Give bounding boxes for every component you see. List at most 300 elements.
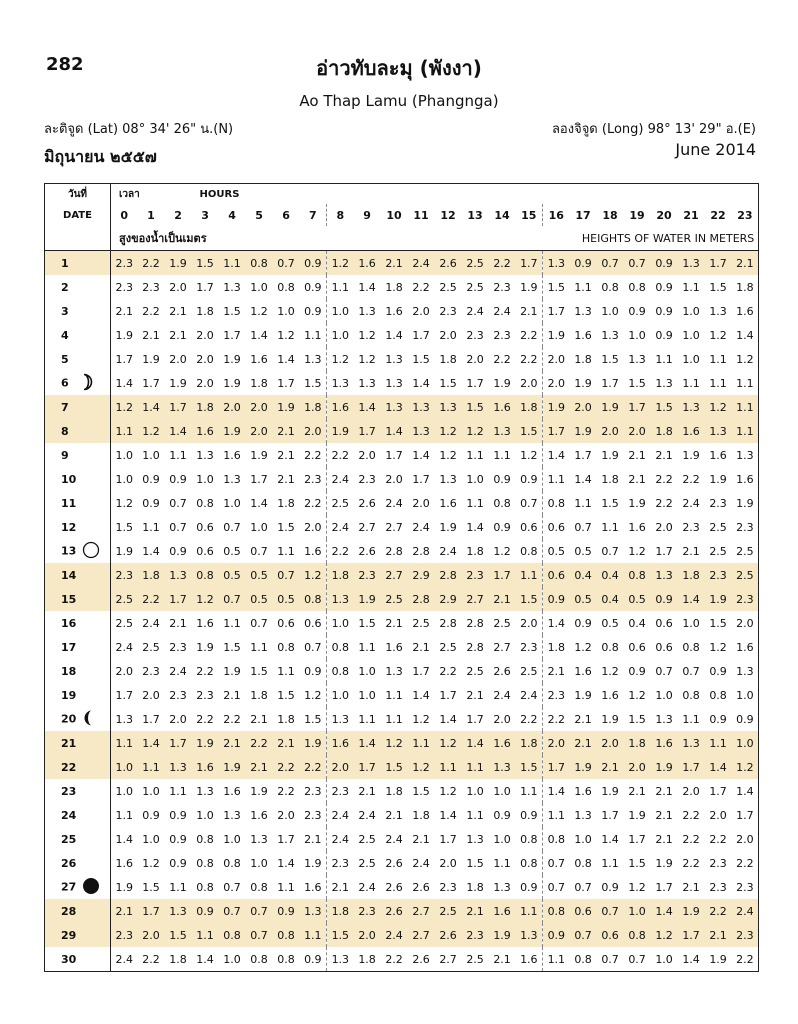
- height-value: 2.5: [709, 520, 727, 534]
- height-value: 0.8: [196, 832, 214, 846]
- height-value: 0.8: [277, 952, 295, 966]
- height-value: 2.3: [439, 880, 457, 894]
- date-cell: [45, 587, 111, 611]
- height-value: 2.0: [246, 419, 273, 443]
- height-value: 2.7: [408, 899, 435, 923]
- height-value: 1.3: [601, 328, 619, 342]
- height-value: 2.7: [439, 952, 457, 966]
- height-value: 1.3: [655, 712, 673, 726]
- height-value: 1.7: [354, 419, 381, 443]
- height-value: 1.1: [547, 808, 566, 822]
- date-cell: [45, 491, 111, 515]
- height-value: 1.4: [682, 952, 700, 966]
- height-value: 1.2: [709, 640, 727, 654]
- date-value: 26: [61, 856, 77, 870]
- height-value: 1.2: [705, 395, 732, 419]
- date-cell: [45, 635, 111, 659]
- height-value: 2.3: [516, 635, 543, 659]
- height-value: 1.5: [300, 707, 327, 731]
- height-value: 1.3: [489, 755, 516, 779]
- height-value: 1.1: [732, 395, 759, 419]
- height-value: 2.2: [439, 664, 457, 678]
- height-value: 0.5: [601, 616, 619, 630]
- date-cell: [45, 251, 111, 276]
- height-value: 0.6: [655, 640, 673, 654]
- height-value: 2.2: [196, 664, 214, 678]
- height-value: 2.6: [385, 880, 403, 894]
- height-value: 1.4: [165, 419, 192, 443]
- height-value: 1.9: [192, 731, 219, 755]
- hour-header-11: 11: [413, 208, 429, 222]
- height-value: 1.2: [516, 443, 543, 467]
- height-value: 0.8: [273, 923, 300, 947]
- height-value: 1.3: [165, 899, 192, 923]
- height-value: 2.6: [412, 952, 430, 966]
- height-value: 2.4: [466, 304, 484, 318]
- date-value: 23: [61, 784, 77, 798]
- height-value: 0.8: [516, 827, 543, 851]
- height-value: 1.3: [628, 352, 646, 366]
- height-value: 2.1: [273, 419, 300, 443]
- height-value: 2.4: [358, 808, 376, 822]
- height-value: 1.5: [628, 856, 646, 870]
- height-value: 1.6: [385, 640, 403, 654]
- height-value: 1.7: [165, 731, 192, 755]
- date-value: 4: [61, 328, 69, 342]
- height-value: 2.2: [709, 832, 727, 846]
- height-value: 2.0: [736, 832, 754, 846]
- height-value: 2.4: [331, 808, 350, 822]
- height-value: 1.6: [678, 419, 705, 443]
- height-value: 2.8: [408, 587, 435, 611]
- height-value: 1.2: [358, 328, 376, 342]
- height-value: 1.9: [223, 664, 241, 678]
- height-value: 1.2: [462, 419, 489, 443]
- height-value: 1.0: [628, 328, 646, 342]
- height-value: 0.7: [628, 952, 646, 966]
- height-value: 1.9: [574, 688, 592, 702]
- height-value: 2.3: [142, 280, 160, 294]
- height-value: 1.9: [628, 808, 646, 822]
- height-value: 2.3: [547, 688, 566, 702]
- height-value: 1.4: [142, 544, 160, 558]
- height-value: 1.4: [678, 587, 705, 611]
- height-value: 1.1: [331, 280, 350, 294]
- height-value: 1.5: [277, 688, 295, 702]
- height-value: 1.3: [736, 448, 754, 462]
- height-value: 0.8: [246, 251, 273, 276]
- date-value: 1: [61, 256, 69, 270]
- height-value: 0.7: [250, 544, 268, 558]
- height-value: 2.5: [435, 899, 462, 923]
- table-row: [45, 323, 759, 347]
- height-value: 2.3: [354, 899, 381, 923]
- height-value: 2.3: [300, 467, 327, 491]
- height-value: 2.0: [196, 328, 214, 342]
- height-value: 2.1: [381, 251, 408, 276]
- last-quarter-moon-icon: [82, 709, 100, 730]
- height-value: 0.7: [223, 880, 241, 894]
- height-value: 2.5: [516, 659, 543, 683]
- height-value: 1.1: [547, 952, 566, 966]
- height-value: 1.9: [516, 275, 543, 299]
- height-value: 2.2: [682, 832, 700, 846]
- date-cell: [45, 827, 111, 851]
- height-value: 1.4: [705, 755, 732, 779]
- time-label-thai: เวลา: [119, 188, 140, 200]
- height-value: 0.8: [331, 664, 350, 678]
- height-value: 0.8: [516, 539, 543, 563]
- height-value: 2.1: [655, 832, 673, 846]
- height-value: 2.2: [300, 443, 327, 467]
- date-value: 2: [61, 280, 69, 294]
- height-value: 1.6: [300, 539, 327, 563]
- height-value: 1.9: [709, 952, 727, 966]
- height-value: 2.3: [115, 280, 133, 294]
- height-value: 2.1: [628, 784, 646, 798]
- height-value: 2.0: [354, 923, 381, 947]
- height-value: 2.1: [412, 832, 430, 846]
- height-value: 2.1: [219, 731, 246, 755]
- height-value: 0.9: [628, 304, 646, 318]
- height-value: 2.4: [493, 688, 511, 702]
- table-row: [45, 251, 759, 276]
- height-value: 0.9: [169, 472, 187, 486]
- height-value: 2.3: [354, 563, 381, 587]
- height-value: 2.1: [516, 299, 543, 323]
- height-value: 2.0: [142, 688, 160, 702]
- height-value: 1.1: [169, 448, 187, 462]
- height-value: 1.7: [439, 688, 457, 702]
- height-value: 0.7: [246, 899, 273, 923]
- height-value: 1.3: [250, 832, 268, 846]
- height-value: 0.5: [219, 563, 246, 587]
- hour-header-21: 21: [683, 208, 699, 222]
- table-row: [45, 539, 759, 563]
- height-value: 2.3: [358, 472, 376, 486]
- height-value: 2.6: [385, 856, 403, 870]
- height-value: 1.6: [327, 395, 354, 419]
- height-value: 1.0: [601, 304, 619, 318]
- height-value: 1.0: [624, 899, 651, 923]
- hour-header-16: 16: [548, 208, 564, 222]
- height-value: 2.0: [516, 371, 543, 395]
- height-value: 1.7: [115, 352, 133, 366]
- height-value: 1.0: [736, 688, 754, 702]
- height-value: 1.9: [169, 376, 187, 390]
- height-value: 2.8: [439, 616, 457, 630]
- height-value: 1.6: [489, 899, 516, 923]
- hour-header-3: 3: [201, 208, 209, 222]
- height-value: 2.0: [196, 376, 214, 390]
- height-value: 2.3: [709, 496, 727, 510]
- hour-header-5: 5: [255, 208, 263, 222]
- latitude-label: ละติจูด (Lat) 08° 34' 26" น.(N): [44, 122, 234, 137]
- height-value: 1.8: [358, 952, 376, 966]
- table-row: [45, 707, 759, 731]
- height-value: 2.3: [462, 923, 489, 947]
- height-value: 1.3: [709, 304, 727, 318]
- height-value: 1.5: [516, 755, 543, 779]
- date-value: 18: [61, 664, 77, 678]
- height-value: 1.2: [574, 640, 592, 654]
- height-value: 1.7: [466, 712, 484, 726]
- height-value: 2.8: [435, 563, 462, 587]
- height-value: 0.7: [516, 491, 543, 515]
- height-value: 1.9: [250, 448, 268, 462]
- height-value: 2.6: [435, 251, 462, 276]
- height-value: 2.3: [493, 280, 511, 294]
- height-value: 1.5: [412, 352, 430, 366]
- height-value: 2.2: [138, 251, 165, 276]
- height-value: 1.8: [250, 376, 268, 390]
- height-value: 0.9: [493, 808, 511, 822]
- height-value: 2.0: [570, 395, 597, 419]
- height-value: 1.4: [115, 376, 133, 390]
- height-value: 1.3: [655, 376, 673, 390]
- height-value: 0.8: [547, 832, 566, 846]
- height-value: 2.5: [331, 496, 350, 510]
- height-value: 2.3: [466, 328, 484, 342]
- height-value: 0.9: [516, 803, 543, 827]
- height-value: 1.9: [115, 880, 133, 894]
- height-value: 1.9: [300, 851, 327, 875]
- height-value: 0.8: [196, 880, 214, 894]
- height-value: 0.8: [624, 563, 651, 587]
- month-label-english: June 2014: [675, 140, 756, 159]
- height-value: 1.9: [655, 856, 673, 870]
- height-value: 1.6: [250, 808, 268, 822]
- height-value: 1.5: [250, 664, 268, 678]
- height-value: 2.2: [196, 712, 214, 726]
- height-value: 1.2: [628, 544, 646, 558]
- height-value: 1.1: [111, 419, 138, 443]
- height-value: 1.6: [196, 616, 214, 630]
- table-row: [45, 755, 759, 779]
- height-value: 0.9: [628, 664, 646, 678]
- height-value: 0.9: [300, 275, 327, 299]
- height-value: 2.8: [385, 544, 403, 558]
- hours-label: HOURS: [199, 188, 240, 200]
- height-value: 2.1: [574, 712, 592, 726]
- height-value: 1.3: [574, 304, 592, 318]
- height-value: 2.2: [300, 755, 327, 779]
- height-value: 1.8: [412, 808, 430, 822]
- height-value: 1.8: [439, 352, 457, 366]
- height-value: 1.1: [169, 880, 187, 894]
- date-cell: [45, 731, 111, 755]
- height-value: 1.7: [624, 395, 651, 419]
- date-value: 27: [61, 880, 77, 893]
- height-value: 2.7: [462, 587, 489, 611]
- height-value: 0.8: [277, 280, 295, 294]
- height-value: 2.2: [385, 952, 403, 966]
- height-value: 1.4: [250, 328, 268, 342]
- height-value: 1.9: [273, 395, 300, 419]
- height-value: 1.0: [655, 688, 673, 702]
- height-value: 2.8: [466, 640, 484, 654]
- height-value: 0.9: [300, 659, 327, 683]
- height-value: 1.3: [493, 880, 511, 894]
- date-cell: [45, 275, 111, 299]
- height-value: 1.1: [192, 923, 219, 947]
- height-value: 2.1: [331, 880, 350, 894]
- date-value: 6: [61, 376, 69, 389]
- height-value: 0.9: [169, 832, 187, 846]
- height-value: 2.2: [705, 899, 732, 923]
- month-label-thai: มิถุนายน ๒๕๕๗: [44, 147, 157, 166]
- date-value: 20: [61, 712, 77, 725]
- date-value: 13: [61, 544, 77, 557]
- height-value: 2.2: [493, 352, 511, 366]
- height-value: 1.5: [466, 856, 484, 870]
- page-number: 282: [46, 54, 84, 75]
- height-value: 1.9: [570, 419, 597, 443]
- height-value: 1.9: [250, 784, 268, 798]
- height-value: 1.3: [385, 664, 403, 678]
- height-value: 2.4: [331, 520, 350, 534]
- height-value: 1.7: [165, 587, 192, 611]
- height-value: 1.2: [300, 683, 327, 707]
- height-value: 2.1: [223, 688, 241, 702]
- height-value: 2.0: [516, 611, 543, 635]
- height-value: 2.1: [169, 304, 187, 318]
- height-value: 1.2: [138, 419, 165, 443]
- height-value: 1.7: [196, 280, 214, 294]
- header-spacer: [300, 184, 759, 205]
- height-value: 2.4: [115, 952, 133, 966]
- height-value: 1.3: [516, 923, 543, 947]
- hour-header-22: 22: [710, 208, 726, 222]
- height-value: 2.0: [385, 472, 403, 486]
- height-value: 1.3: [300, 347, 327, 371]
- height-value: 0.5: [624, 587, 651, 611]
- height-value: 1.2: [115, 496, 133, 510]
- height-value: 1.7: [709, 784, 727, 798]
- height-value: 1.1: [493, 856, 511, 870]
- height-value: 1.0: [115, 784, 133, 798]
- height-value: 1.2: [408, 755, 435, 779]
- table-row: [45, 731, 759, 755]
- height-value: 0.9: [169, 808, 187, 822]
- height-value: 1.9: [597, 395, 624, 419]
- height-value: 1.1: [408, 731, 435, 755]
- height-value: 2.5: [115, 616, 133, 630]
- height-value: 0.5: [223, 544, 241, 558]
- height-value: 0.5: [570, 587, 597, 611]
- height-value: 1.7: [678, 923, 705, 947]
- height-value: 0.9: [192, 899, 219, 923]
- height-value: 1.7: [574, 448, 592, 462]
- height-value: 1.3: [223, 472, 241, 486]
- height-value: 0.6: [655, 616, 673, 630]
- height-value: 1.7: [516, 251, 543, 276]
- height-value: 2.5: [709, 544, 727, 558]
- height-value: 1.4: [466, 520, 484, 534]
- height-value: 1.0: [466, 472, 484, 486]
- hour-header-1: 1: [147, 208, 155, 222]
- height-value: 1.3: [381, 395, 408, 419]
- height-value: 0.5: [246, 587, 273, 611]
- height-value: 2.3: [736, 880, 754, 894]
- date-cell: [45, 299, 111, 323]
- height-value: 1.8: [385, 784, 403, 798]
- hour-header-13: 13: [467, 208, 483, 222]
- height-value: 1.9: [142, 352, 160, 366]
- height-value: 1.3: [651, 563, 678, 587]
- height-value: 1.4: [439, 712, 457, 726]
- height-value: 1.2: [493, 544, 511, 558]
- date-cell: [45, 395, 111, 419]
- height-value: 1.8: [736, 280, 754, 294]
- height-value: 0.7: [169, 520, 187, 534]
- height-value: 2.3: [331, 784, 350, 798]
- height-value: 1.1: [516, 779, 543, 803]
- height-value: 1.2: [250, 304, 268, 318]
- table-row: [45, 299, 759, 323]
- height-value: 1.3: [358, 376, 376, 390]
- hour-header-15: 15: [516, 204, 543, 226]
- height-value: 2.3: [709, 880, 727, 894]
- height-value: 2.2: [331, 544, 350, 558]
- date-label-thai: วันที่: [45, 184, 111, 205]
- height-value: 1.6: [192, 419, 219, 443]
- date-value: 30: [61, 952, 77, 966]
- height-value: 0.8: [223, 856, 241, 870]
- height-value: 2.5: [466, 952, 484, 966]
- height-value: 1.7: [138, 899, 165, 923]
- height-value: 2.3: [705, 563, 732, 587]
- height-value: 1.7: [601, 376, 619, 390]
- height-value: 2.3: [169, 688, 187, 702]
- height-value: 1.6: [439, 496, 457, 510]
- height-value: 1.1: [250, 640, 268, 654]
- height-value: 1.9: [219, 419, 246, 443]
- date-value: 28: [61, 904, 77, 918]
- date-value: 3: [61, 304, 69, 318]
- height-value: 0.8: [682, 688, 700, 702]
- height-value: 2.5: [466, 664, 484, 678]
- height-value: 0.9: [574, 616, 592, 630]
- height-value: 0.9: [169, 544, 187, 558]
- height-value: 2.1: [385, 616, 403, 630]
- date-value: 15: [61, 592, 77, 606]
- table-row: [45, 275, 759, 299]
- date-value: 29: [61, 928, 77, 942]
- height-value: 0.9: [570, 251, 597, 276]
- hour-header-17: 17: [575, 208, 591, 222]
- height-value: 0.7: [601, 952, 619, 966]
- height-value: 2.1: [273, 731, 300, 755]
- height-value: 2.0: [138, 923, 165, 947]
- date-cell: [45, 779, 111, 803]
- height-value: 1.1: [682, 376, 700, 390]
- height-value: 1.8: [250, 688, 268, 702]
- table-row: [45, 419, 759, 443]
- height-value: 0.8: [601, 640, 619, 654]
- height-value: 1.3: [331, 952, 350, 966]
- height-value: 2.4: [493, 304, 511, 318]
- date-cell: [45, 467, 111, 491]
- height-value: 1.0: [732, 731, 759, 755]
- height-value: 2.3: [736, 520, 754, 534]
- height-value: 1.8: [169, 952, 187, 966]
- height-value: 1.3: [435, 395, 462, 419]
- height-value: 2.4: [115, 640, 133, 654]
- height-value: 2.0: [300, 515, 327, 539]
- date-cell: [45, 851, 111, 875]
- height-value: 2.1: [246, 755, 273, 779]
